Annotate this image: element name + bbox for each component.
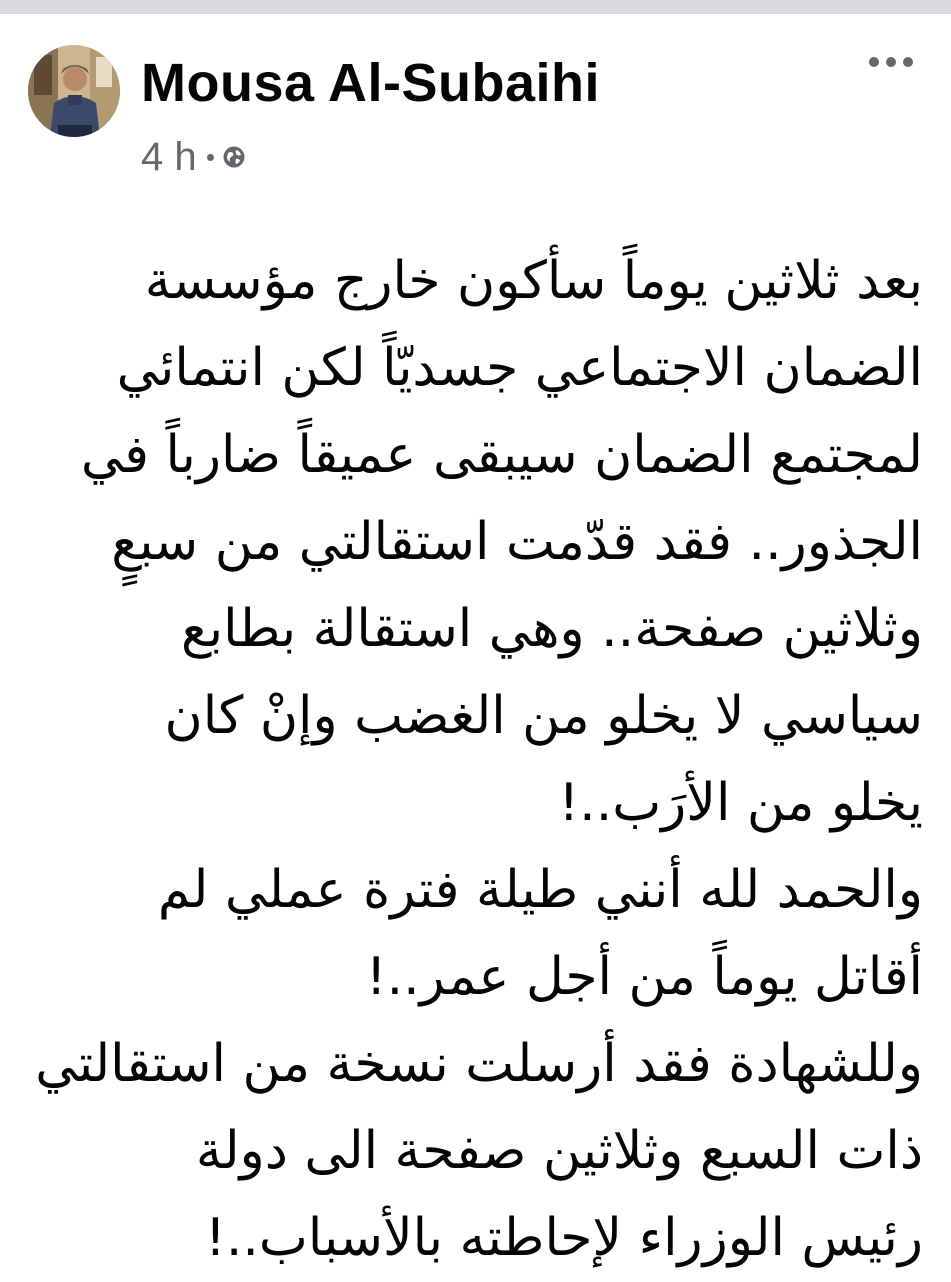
post-line: ذات السبع وثلاثين صفحة الى دولة	[195, 1121, 923, 1181]
post-line: يخلو من الأرَب..!	[558, 773, 923, 833]
post-meta	[141, 134, 246, 180]
post-line: لمجتمع الضمان سيبقى عميقاً ضارباً في	[80, 425, 923, 485]
post-line: سياسي لا يخلو من الغضب وإنْ كان	[164, 686, 923, 746]
post-text	[30, 238, 923, 1282]
post-line: الجذور.. فقد قدّمت استقالتي من سبعٍ	[111, 512, 923, 572]
globe-icon[interactable]	[222, 145, 246, 169]
avatar-image	[28, 45, 120, 137]
post-line: بعد ثلاثين يوماً سأكون خارج مؤسسة	[144, 251, 923, 311]
post-line: والحمد لله أنني طيلة فترة عملي لم	[157, 860, 923, 920]
meta-separator-dot	[207, 154, 214, 161]
top-strip	[0, 0, 951, 14]
author-name[interactable]: Mousa Al-Subaihi	[141, 53, 601, 113]
post-line: وللشهادة فقد أرسلت نسخة من استقالتي	[35, 1034, 923, 1094]
post-line: رئيس الوزراء لإحاطته بالأسباب..!	[205, 1208, 923, 1268]
post-line: وثلاثين صفحة.. وهي استقالة بطابع	[180, 599, 923, 659]
post-line: الضمان الاجتماعي جسديّاً لكن انتمائي	[116, 338, 923, 398]
more-options-button[interactable]	[862, 50, 920, 74]
author-avatar[interactable]	[28, 45, 120, 137]
more-options-icon	[868, 56, 914, 68]
post-line: أقاتل يوماً من أجل عمر..!	[365, 947, 923, 1007]
post-timestamp[interactable]: 4 h	[141, 135, 197, 179]
post-header	[0, 14, 951, 194]
